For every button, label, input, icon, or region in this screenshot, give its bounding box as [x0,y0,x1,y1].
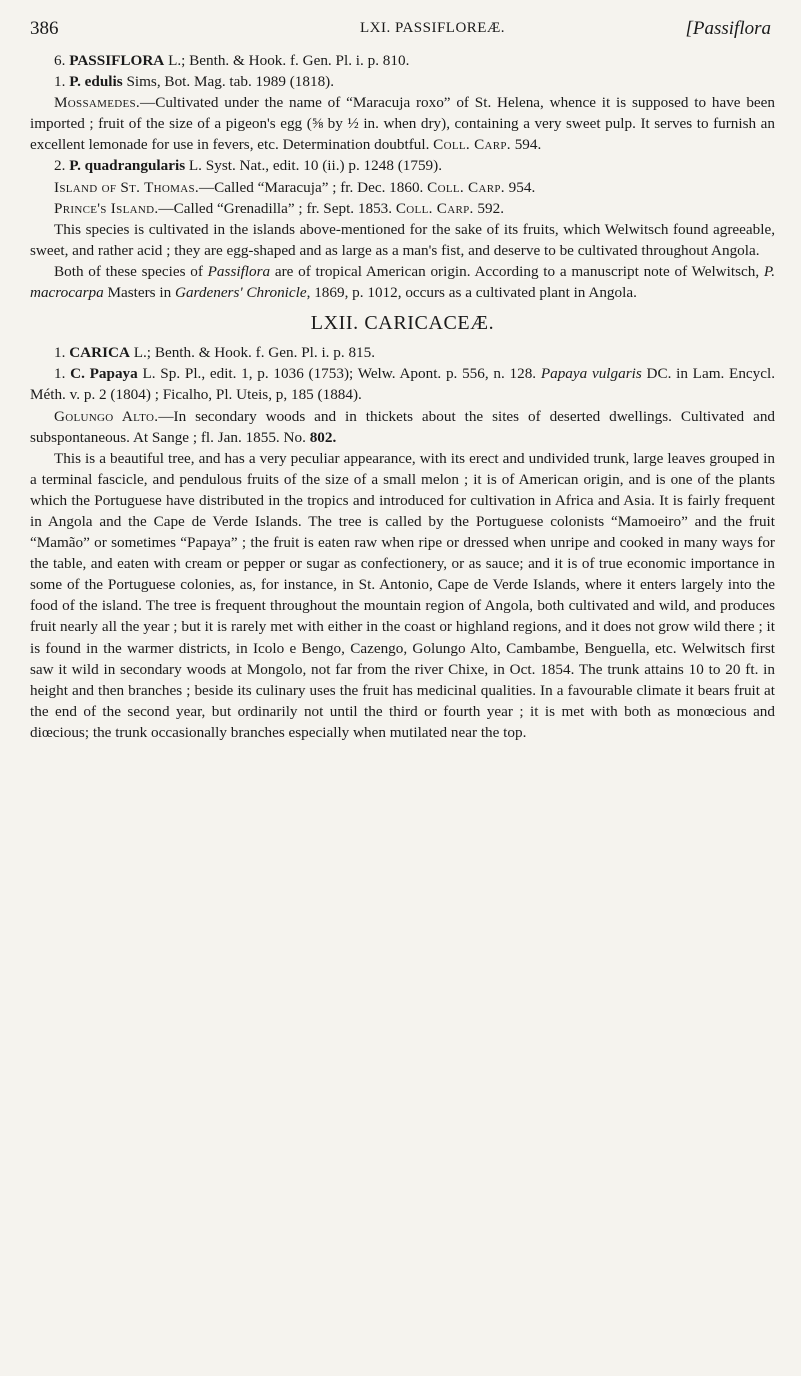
genus-name: PASSIFLORA [69,52,165,69]
page-header [30,18,775,50]
collection-label: Coll. Carp. [433,136,511,154]
species-entry-quadrangularis: 2. P. quadrangularis L. Syst. Nat., edit. 10 (ii.) p. 1248 (1759). [54,157,443,175]
body-paragraph: This species is cultivated in the islands above-mentioned for the sake of its fruits, which Welwitsch found agreeable, sweet, and rather acid ; they are egg-shaped and as large as a man's fist, and deserve to be cultivated throughout Angola. [30,220,775,259]
locality-paragraph: Mossamedes.—Cultivated under the name of “Maracuja roxo” of St. Helena, whence it is supposed to have been imported ; fruit of the size of a pigeon's egg (⅝ by ½ in. when dry), containing a very sweet pulp. It serves to furnish an excellent lemonade for use in fevers, etc. Determination doubtful. Coll. Carp. 594. [30,94,775,154]
species-entry-edulis: 1. P. edulis Sims, Bot. Mag. tab. 1989 (1818). [54,73,335,91]
locality-name: Prince's Island. [54,199,159,217]
collection-label: Coll. Carp. [427,178,505,196]
section-label: [Passiflora [685,18,771,39]
locality-paragraph: Island of St. Thomas.—Called “Maracuja” ; fr. Dec. 1860. Coll. Carp. 954. [54,178,536,196]
genus-heading-passiflora: 6. PASSIFLORA L.; Benth. & Hook. f. Gen. Pl. i. p. 810. [54,52,410,69]
locality-paragraph: Golungo Alto.—In secondary woods and in thickets about the sites of deserted dwellings. Cultivated and subspontaneous. At Sange ; fl. Jan. 1855. No. 802. [30,407,776,446]
family-heading: LXII. CARICACEÆ. [310,312,495,335]
locality-name: Mossamedes. [54,94,141,112]
locality-paragraph: Prince's Island.—Called “Grenadilla” ; fr. Sept. 1853. Coll. Carp. 592. [54,199,504,217]
collection-label: Coll. Carp. [395,199,474,217]
locality-name: Golungo Alto. [54,407,159,425]
locality-name: Island of St. Thomas. [54,178,199,196]
species-name: C. Papaya [70,365,138,383]
page-body [30,50,775,743]
species-name: P. quadrangularis [69,157,186,175]
specimen-number: 802. [305,428,337,446]
body-paragraph: Both of these species of Passiflora are of tropical American origin. According to a manuscript note of Welwitsch, P. macrocarpa Masters in Gardeners' Chronicle, 1869, p. 1012, occurs as a cultivated plant in Angola. [30,262,776,302]
species-name: P. edulis [69,73,123,91]
body-paragraph: This is a beautiful tree, and has a very peculiar appearance, with its erect and undivided trunk, large leaves grouped in a terminal fascicle, and pendulous fruits of the size of a small melon ; it is of American origin, and is one of the plants which the Portuguese have distributed in the tropics and introduced for cultivation in Africa and Asia. It is fairly frequent in Angola and the Cape de Verde Islands. The tree is called by the Portuguese colonists “Mamoeiro” and the fruit “Mamão” or sometimes “Papaya” ; the fruit is eaten raw when ripe or dressed when unripe and cooked in many ways for the table, and eaten with cream or pepper or sugar as confectionery, or as sauce; and it is of true economic importance in some of the Portuguese colonies, as, for instance, in St. Antonio, Cape de Verde Islands, where it enters largely into the food of the island. The tree is frequent throughout the mountain region of Angola, both cultivated and wild, and produces fruit nearly all the year ; but it is rarely met with either in the coast or highland regions, and it does not grow wild there ; it is found in the warmer districts, in Icolo e Bengo, Cazengo, Golungo Alto, Cambambe, Benguella, etc. Welwitsch first saw it wild in secondary woods at Mongolo, not far from the river Chixe, in Oct. 1854. The trunk attains 10 to 20 ft. in height and then branches ; beside its culinary uses the fruit has medicinal qualities. In a favourable climate it bears fruit at the end of the second year, but ordinarily not until the third or fourth year ; it is met with both as monœcious and diœcious; the trunk occasionally branches especially when mutilated near the top. [30,449,775,741]
running-title: LXI. PASSIFLOREÆ. [360,20,506,36]
genus-name: CARICA [69,344,130,362]
species-entry-papaya: 1. C. Papaya L. Sp. Pl., edit. 1, p. 1036 (1753); Welw. Apont. p. 556, n. 128. Papaya vulgaris DC. in Lam. Encycl. Méth. v. p. 2 (1804) ; Ficalho, Pl. Uteis, p, 185 (1884). [30,365,776,404]
genus-heading-carica: 1. CARICA L.; Benth. & Hook. f. Gen. Pl. i. p. 815. [54,344,376,362]
page-number: 386 [30,18,59,39]
